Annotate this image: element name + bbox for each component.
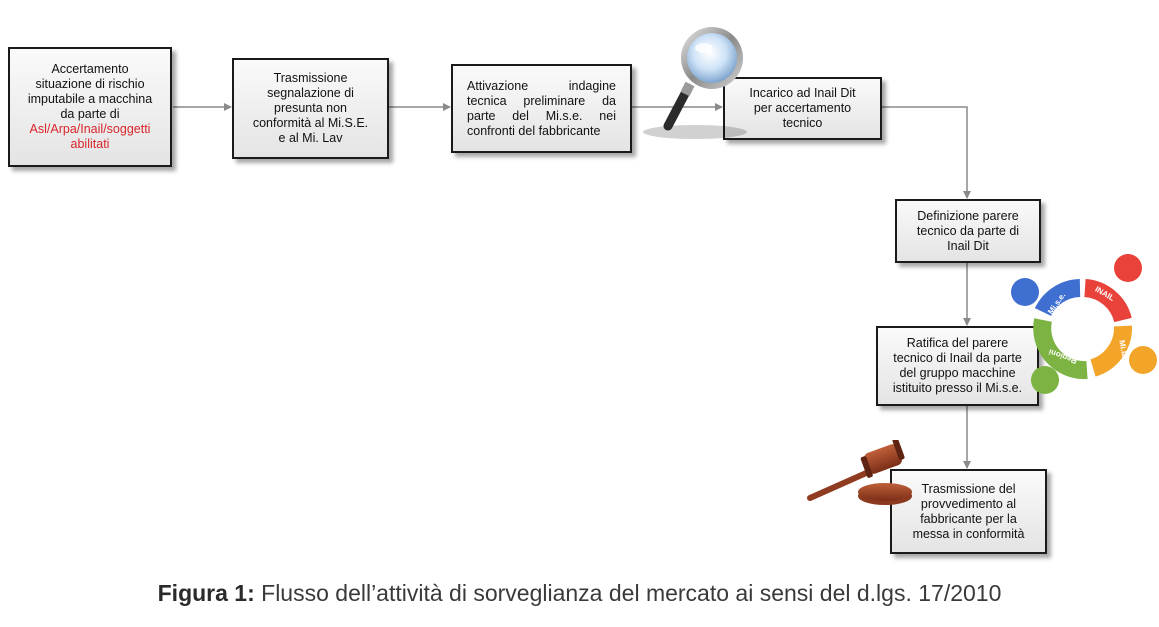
step5-line3: Inail Dit	[947, 238, 989, 253]
step6-line4: istituito presso il Mi.s.e.	[892, 381, 1023, 395]
step2-line5: e al Mi. Lav	[278, 131, 343, 145]
step4-line1: Incarico ad Inail Dit	[749, 86, 856, 100]
step1-highlight-line1: Asl/Arpa/Inail/soggetti	[29, 122, 151, 136]
step3-line3: parte del Mi.s.e. nei	[467, 108, 616, 123]
step6-line1: Ratifica del parere	[906, 336, 1009, 350]
ring-label-mise: Mi.s.e.	[1045, 290, 1068, 317]
step5-line2: tecnico da parte di	[916, 223, 1020, 238]
arrow-4-5	[882, 107, 967, 198]
step3-line1: Attivazione indagine	[467, 78, 616, 93]
figure-caption	[0, 580, 1159, 607]
step-accertamento-box	[8, 47, 172, 167]
caption-label: Figura 1:	[157, 580, 255, 606]
step3-line4: confronti del fabbricante	[467, 123, 601, 138]
ring-label-regioni: Regioni	[1047, 347, 1079, 366]
step-trasmissione-segnalazione-box	[232, 58, 389, 159]
step6-line3: del gruppo macchine	[899, 366, 1016, 380]
step7-line4: messa in conformità	[912, 526, 1025, 541]
ring-label-milav: Mi.lav	[1117, 339, 1131, 363]
magnifying-glass-icon	[640, 22, 750, 142]
step4-line2: per accertamento	[753, 101, 852, 115]
step6-line2: tecnico di Inail da parte	[893, 351, 1022, 365]
step7-line3: fabbricante per la	[920, 511, 1017, 526]
ring-label-inail: INAIL	[1093, 284, 1117, 303]
step2-line1: Trasmissione	[273, 71, 348, 85]
people-circle-icon	[1005, 250, 1159, 400]
gavel-icon	[805, 440, 915, 510]
step1-line2: situazione di rischio	[35, 77, 145, 91]
step7-line2: provvedimento al	[920, 496, 1017, 511]
step7-line1: Trasmissione del	[921, 481, 1016, 496]
step5-line1: Definizione parere	[917, 208, 1019, 223]
caption-text: Flusso dell’attività di sorveglianza del mercato ai sensi del d.lgs. 17/2010	[254, 580, 1002, 606]
step2-line3: presunta non	[274, 101, 347, 115]
step2-line4: conformità al Mi.S.E.	[252, 116, 369, 130]
step3-line2: tecnica preliminare da	[467, 93, 616, 108]
step-attivazione-indagine-box	[451, 64, 632, 153]
step1-line4: da parte di	[60, 107, 120, 121]
step2-line2: segnalazione di	[267, 86, 354, 100]
step1-highlight-line2: abilitati	[70, 137, 110, 151]
step4-line3: tecnico	[782, 116, 823, 130]
step1-line1: Accertamento	[51, 62, 129, 76]
step1-line3: imputabile a macchina	[27, 92, 153, 106]
